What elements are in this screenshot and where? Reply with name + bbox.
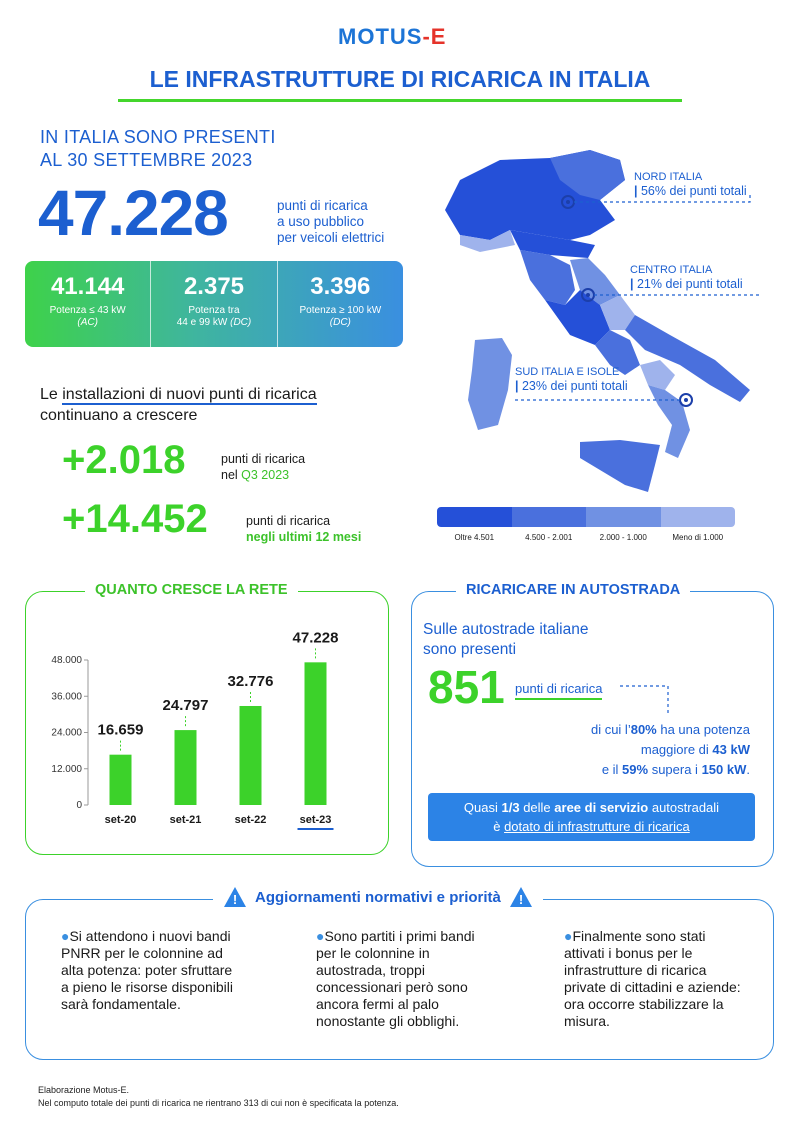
warning-icon bbox=[509, 886, 533, 908]
legend-swatch bbox=[437, 507, 512, 527]
autostrada-intro: Sulle autostrade italiane sono presenti bbox=[423, 621, 589, 658]
footer-note: Elaborazione Motus-E. Nel computo totale dei punti di ricarica ne rientrano 313 di cui non è specificata la potenza. bbox=[38, 1085, 399, 1108]
y-tick-label: 0 bbox=[76, 800, 82, 811]
legend-swatch bbox=[586, 507, 661, 527]
map-region-basilicata bbox=[640, 360, 675, 390]
total-points-desc: punti di ricarica a uso pubblico per veicoli elettrici bbox=[277, 198, 385, 245]
autostrada-title: RICARICARE IN AUTOSTRADA bbox=[456, 582, 690, 598]
y-tick-label: 24.000 bbox=[51, 727, 82, 739]
stat-dc-mid: 2.375 Potenza tra 44 e 99 kW (DC) bbox=[151, 261, 277, 347]
bar-set-21 bbox=[175, 730, 197, 805]
q3-growth-desc: punti di ricarica nel Q3 2023 bbox=[221, 452, 306, 482]
autostrada-service-areas: Quasi 1/3 delle aree di servizio autostradali è dotato di infrastrutture di ricarica bbox=[428, 793, 755, 841]
growth-heading: Le installazioni di nuovi punti di ricarica continuano a crescere bbox=[40, 386, 317, 424]
region-centro: CENTRO ITALIA | 21% dei punti totali bbox=[630, 264, 743, 291]
page-title: LE INFRASTRUTTURE DI RICARICA IN ITALIA bbox=[118, 66, 682, 102]
legend-label: Oltre 4.501 bbox=[454, 533, 495, 542]
growth-bar-chart bbox=[30, 625, 385, 835]
legend-label: 2.000 - 1.000 bbox=[599, 533, 647, 542]
normative-item-autostrada: ●Sono partiti i primi bandi per le colonnine in autostrada, troppi concessionari però sono ancora fermi al palo nonostante gli obblighi. bbox=[316, 928, 475, 1029]
normative-item-pnrr: ●Si attendono i nuovi bandi PNRR per le colonnine ad alta potenza: poter sfruttare a pieno le risorse disponibili sarà fondamentale. bbox=[61, 928, 233, 1012]
autostrada-connector bbox=[618, 680, 678, 720]
stat-ac: 41.144 Potenza ≤ 43 kW (AC) bbox=[25, 261, 151, 347]
bar-value-label: 24.797 bbox=[162, 697, 209, 715]
map-region-tuscany bbox=[520, 250, 575, 305]
svg-text:!: ! bbox=[232, 892, 238, 907]
map-region-puglia bbox=[625, 315, 750, 402]
normative-title: ! Aggiornamenti normativi e priorità ! bbox=[213, 886, 543, 908]
bar-value-label: 47.228 bbox=[292, 629, 339, 647]
legend-swatch bbox=[661, 507, 736, 527]
bar-set-22 bbox=[240, 706, 262, 805]
warning-icon bbox=[223, 886, 247, 908]
year-growth-desc: punti di ricarica negli ultimi 12 mesi bbox=[246, 514, 362, 544]
autostrada-details: di cui l’80% ha una potenza maggiore di 43 kW e il 59% supera i 150 kW. bbox=[590, 722, 750, 777]
x-tick-label: set-22 bbox=[234, 814, 267, 826]
autostrada-points-value: 851 bbox=[428, 661, 505, 713]
y-tick-label: 12.000 bbox=[51, 763, 82, 775]
stat-dc-high: 3.396 Potenza ≥ 100 kW (DC) bbox=[299, 273, 382, 328]
total-points: 47.228 bbox=[38, 177, 228, 249]
x-tick-label: set-23 bbox=[299, 814, 332, 826]
intro-subtitle: IN ITALIA SONO PRESENTI AL 30 SETTEMBRE 2023 bbox=[40, 127, 276, 170]
y-tick-label: 48.000 bbox=[51, 655, 82, 666]
bar-value-label: 32.776 bbox=[227, 672, 274, 690]
x-tick-label: set-20 bbox=[104, 814, 137, 826]
q3-growth-value: +2.018 bbox=[62, 438, 186, 482]
map-legend bbox=[437, 507, 735, 542]
svg-text:!: ! bbox=[518, 892, 524, 907]
legend-label: 4.500 - 2.001 bbox=[525, 533, 573, 542]
autostrada-points-desc: punti di ricarica bbox=[515, 681, 602, 700]
year-growth-value: +14.452 bbox=[62, 497, 208, 541]
bar-set-23 bbox=[305, 662, 327, 805]
map-region-sardinia bbox=[468, 338, 512, 430]
bar-value-label: 16.659 bbox=[97, 721, 144, 739]
y-tick-label: 36.000 bbox=[51, 691, 82, 703]
legend-bar bbox=[437, 507, 735, 527]
motus-e-logo: MOTUS-E bbox=[338, 24, 447, 49]
normative-item-bonus: ●Finalmente sono stati attivati i bonus per le infrastrutture di ricarica private di cittadini e aziende: ora occorre stabilizzare la misura. bbox=[564, 928, 741, 1029]
legend-label: Meno di 1.000 bbox=[672, 533, 724, 542]
region-sud: SUD ITALIA E ISOLE | 23% dei punti totali bbox=[515, 366, 628, 393]
legend-swatch bbox=[512, 507, 587, 527]
region-nord: NORD ITALIA | 56% dei punti totali bbox=[634, 171, 747, 198]
power-stats bbox=[25, 261, 403, 347]
chart-title: QUANTO CRESCE LA RETE bbox=[85, 582, 298, 598]
map-region-sicily bbox=[580, 440, 660, 492]
bar-set-20 bbox=[110, 755, 132, 805]
x-tick-label: set-21 bbox=[169, 814, 202, 826]
